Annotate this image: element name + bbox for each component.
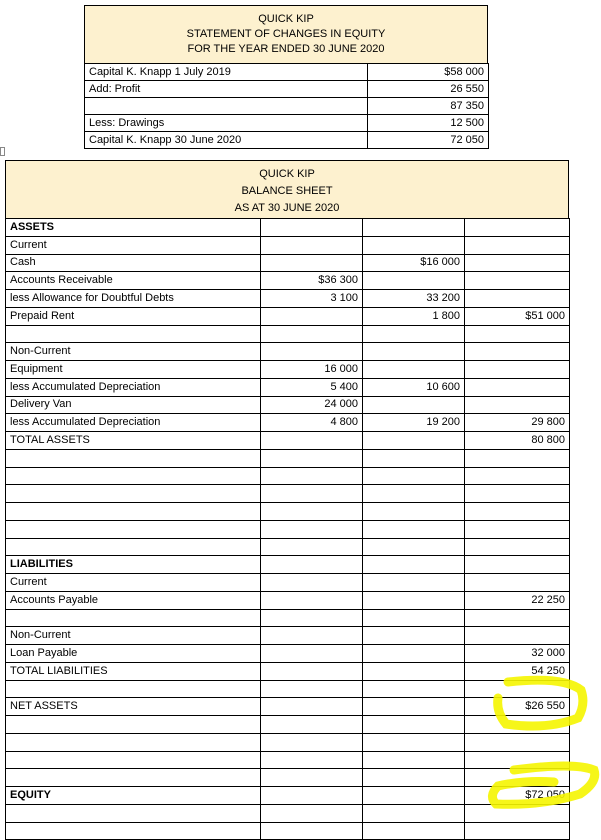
balance-row-c3: $26 550 (465, 698, 570, 716)
balance-row-c1: 5 400 (261, 378, 363, 396)
equity-row-label (85, 98, 368, 115)
balance-row-c3 (465, 627, 570, 645)
balance-row-label: Prepaid Rent (6, 307, 261, 325)
balance-row-c1 (261, 325, 363, 343)
balance-row-c2 (363, 574, 465, 592)
balance-row-c1 (261, 680, 363, 698)
balance-row-c3 (465, 680, 570, 698)
balance-row-c3: 22 250 (465, 591, 570, 609)
balance-row-c1 (261, 449, 363, 467)
balance-row-c1 (261, 591, 363, 609)
equity-row-label: Add: Profit (85, 81, 368, 98)
balance-row-c3 (465, 574, 570, 592)
balance-sheet-company: QUICK KIP (259, 168, 315, 180)
equity-statement-period: FOR THE YEAR ENDED 30 JUNE 2020 (187, 43, 385, 55)
balance-row-label: Cash (6, 254, 261, 272)
balance-row (6, 698, 570, 716)
equity-row-amount: 72 050 (368, 132, 489, 149)
balance-row-c2 (363, 751, 465, 769)
balance-row-c1 (261, 662, 363, 680)
balance-row-c2: 33 200 (363, 290, 465, 308)
balance-row (6, 449, 570, 467)
balance-row-label (6, 769, 261, 787)
balance-row-c2 (363, 698, 465, 716)
balance-row-c1 (261, 804, 363, 822)
balance-row-c2 (363, 467, 465, 485)
balance-row-c3 (465, 361, 570, 379)
equity-row (85, 115, 489, 132)
balance-sheet-title: BALANCE SHEET (241, 185, 333, 197)
balance-row (6, 307, 570, 325)
balance-row-c2 (363, 219, 465, 237)
balance-row-c1 (261, 733, 363, 751)
balance-row-c1 (261, 609, 363, 627)
balance-sheet-date: AS AT 30 JUNE 2020 (234, 202, 340, 214)
equity-row-amount: 26 550 (368, 81, 489, 98)
balance-row (6, 520, 570, 538)
balance-row (6, 591, 570, 609)
balance-row-c2: 10 600 (363, 378, 465, 396)
balance-row-c2 (363, 662, 465, 680)
balance-row-c2 (363, 538, 465, 556)
balance-row-c2 (363, 520, 465, 538)
balance-row-c3 (465, 396, 570, 414)
balance-row (6, 662, 570, 680)
balance-row-label: ASSETS (6, 219, 261, 237)
equity-row-amount: 87 350 (368, 98, 489, 115)
balance-row-c2 (363, 236, 465, 254)
equity-statement-title: STATEMENT OF CHANGES IN EQUITY (186, 28, 386, 40)
balance-row-label (6, 520, 261, 538)
balance-row-c3 (465, 609, 570, 627)
balance-row (6, 432, 570, 450)
balance-row-c2 (363, 325, 465, 343)
balance-row-c3 (465, 343, 570, 361)
balance-row-c2 (363, 680, 465, 698)
balance-row-c3 (465, 769, 570, 787)
balance-row-c1 (261, 822, 363, 840)
balance-row-c3: 54 250 (465, 662, 570, 680)
equity-row (85, 98, 489, 115)
balance-row-label (6, 485, 261, 503)
balance-row-c3 (465, 503, 570, 521)
balance-row-label: TOTAL ASSETS (6, 432, 261, 450)
balance-row-c1 (261, 254, 363, 272)
equity-statement-company: QUICK KIP (258, 13, 314, 25)
balance-row-c1 (261, 219, 363, 237)
balance-row (6, 485, 570, 503)
balance-row-c1 (261, 751, 363, 769)
balance-row-c1 (261, 787, 363, 805)
balance-row-c1 (261, 520, 363, 538)
balance-row-c2 (363, 396, 465, 414)
balance-row-c2: 1 800 (363, 307, 465, 325)
balance-row-label: Non-Current (6, 627, 261, 645)
balance-row-c1 (261, 432, 363, 450)
equity-row-label: Less: Drawings (85, 115, 368, 132)
balance-row (6, 733, 570, 751)
balance-row-label: Loan Payable (6, 645, 261, 663)
balance-row (6, 538, 570, 556)
balance-row-label (6, 609, 261, 627)
balance-row-label: Accounts Payable (6, 591, 261, 609)
balance-row-c1 (261, 538, 363, 556)
balance-row-c3 (465, 733, 570, 751)
balance-row-c1 (261, 485, 363, 503)
balance-row (6, 627, 570, 645)
balance-row-c2 (363, 787, 465, 805)
balance-row-c3 (465, 716, 570, 734)
balance-row (6, 787, 570, 805)
balance-row (6, 272, 570, 290)
balance-row-c3 (465, 485, 570, 503)
balance-row-label (6, 680, 261, 698)
balance-row (6, 716, 570, 734)
balance-row-c1 (261, 574, 363, 592)
balance-row-c3 (465, 556, 570, 574)
balance-row-c3 (465, 520, 570, 538)
balance-row (6, 254, 570, 272)
balance-row-c3 (465, 236, 570, 254)
balance-row-label: Non-Current (6, 343, 261, 361)
balance-row-c1: 4 800 (261, 414, 363, 432)
balance-row-c2 (363, 769, 465, 787)
balance-row-c3 (465, 538, 570, 556)
balance-sheet-table (5, 218, 570, 840)
balance-row (6, 290, 570, 308)
balance-row-c2 (363, 804, 465, 822)
balance-row-c3 (465, 254, 570, 272)
balance-row-label (6, 449, 261, 467)
balance-row-c1 (261, 556, 363, 574)
row-marker[interactable] (0, 147, 5, 156)
balance-row-c3 (465, 804, 570, 822)
balance-row (6, 751, 570, 769)
balance-row-c1 (261, 627, 363, 645)
balance-sheet-header (5, 160, 569, 219)
balance-row-c3 (465, 751, 570, 769)
balance-row-label (6, 503, 261, 521)
balance-row-c3 (465, 467, 570, 485)
balance-row-label: less Allowance for Doubtful Debts (6, 290, 261, 308)
balance-row (6, 556, 570, 574)
balance-row-c2 (363, 609, 465, 627)
balance-row-label (6, 538, 261, 556)
equity-row-amount: 12 500 (368, 115, 489, 132)
balance-row-c2 (363, 556, 465, 574)
balance-row-c1 (261, 236, 363, 254)
balance-row (6, 396, 570, 414)
balance-row-c1 (261, 343, 363, 361)
balance-row-c1 (261, 307, 363, 325)
balance-row-label: LIABILITIES (6, 556, 261, 574)
balance-row (6, 769, 570, 787)
balance-row-c1: $36 300 (261, 272, 363, 290)
balance-row-c3 (465, 378, 570, 396)
balance-row-c2 (363, 449, 465, 467)
balance-row-label: Equipment (6, 361, 261, 379)
balance-row-c3 (465, 449, 570, 467)
equity-row-amount: $58 000 (368, 64, 489, 81)
balance-row-c3: 29 800 (465, 414, 570, 432)
balance-row (6, 680, 570, 698)
balance-row (6, 361, 570, 379)
balance-row-label (6, 467, 261, 485)
balance-row-label (6, 751, 261, 769)
equity-row (85, 64, 489, 81)
balance-row-c2 (363, 343, 465, 361)
balance-row-c1 (261, 467, 363, 485)
balance-row-label (6, 804, 261, 822)
equity-row (85, 81, 489, 98)
balance-row (6, 325, 570, 343)
balance-row-label: NET ASSETS (6, 698, 261, 716)
balance-row-c2 (363, 591, 465, 609)
balance-row-c2 (363, 733, 465, 751)
balance-row-c1 (261, 645, 363, 663)
balance-row (6, 414, 570, 432)
balance-row-label: less Accumulated Depreciation (6, 414, 261, 432)
balance-row-label: Current (6, 236, 261, 254)
equity-statement (84, 5, 488, 153)
equity-row-label: Capital K. Knapp 1 July 2019 (85, 64, 368, 81)
balance-row-label: less Accumulated Depreciation (6, 378, 261, 396)
equity-statement-table (84, 63, 489, 149)
balance-row-c1: 16 000 (261, 361, 363, 379)
balance-row-c2 (363, 485, 465, 503)
balance-row-label (6, 822, 261, 840)
balance-row-label: Delivery Van (6, 396, 261, 414)
balance-row-c1 (261, 769, 363, 787)
balance-row-c1: 24 000 (261, 396, 363, 414)
balance-row-c3 (465, 325, 570, 343)
balance-row-c2 (363, 822, 465, 840)
balance-row-c3 (465, 272, 570, 290)
balance-row (6, 645, 570, 663)
balance-row-label: Current (6, 574, 261, 592)
balance-row-c1 (261, 716, 363, 734)
balance-row (6, 574, 570, 592)
balance-row-c3 (465, 219, 570, 237)
balance-row (6, 804, 570, 822)
balance-row-c2: $16 000 (363, 254, 465, 272)
balance-row-c2 (363, 716, 465, 734)
balance-row-label (6, 733, 261, 751)
equity-statement-header (84, 5, 488, 64)
balance-row-c2: 19 200 (363, 414, 465, 432)
balance-row-label: Accounts Receivable (6, 272, 261, 290)
balance-row-label (6, 716, 261, 734)
balance-row-c3: 32 000 (465, 645, 570, 663)
balance-row-c2 (363, 272, 465, 290)
balance-row (6, 822, 570, 840)
balance-row (6, 219, 570, 237)
balance-row-c3 (465, 822, 570, 840)
balance-row (6, 503, 570, 521)
balance-row-c2 (363, 645, 465, 663)
equity-row (85, 132, 489, 149)
balance-row-c2 (363, 432, 465, 450)
balance-row-label: TOTAL LIABILITIES (6, 662, 261, 680)
balance-row (6, 236, 570, 254)
balance-row-c1 (261, 503, 363, 521)
balance-row-c2 (363, 361, 465, 379)
balance-row-c2 (363, 627, 465, 645)
balance-row (6, 467, 570, 485)
balance-row (6, 343, 570, 361)
balance-row-c1: 3 100 (261, 290, 363, 308)
balance-row-c2 (363, 503, 465, 521)
balance-row-label (6, 325, 261, 343)
balance-row (6, 378, 570, 396)
balance-row-c3: $72 050 (465, 787, 570, 805)
balance-row-c3 (465, 290, 570, 308)
equity-row-label: Capital K. Knapp 30 June 2020 (85, 132, 368, 149)
balance-row-c1 (261, 698, 363, 716)
balance-row-label: EQUITY (6, 787, 261, 805)
balance-row-c3: 80 800 (465, 432, 570, 450)
balance-row (6, 609, 570, 627)
balance-row-c3: $51 000 (465, 307, 570, 325)
